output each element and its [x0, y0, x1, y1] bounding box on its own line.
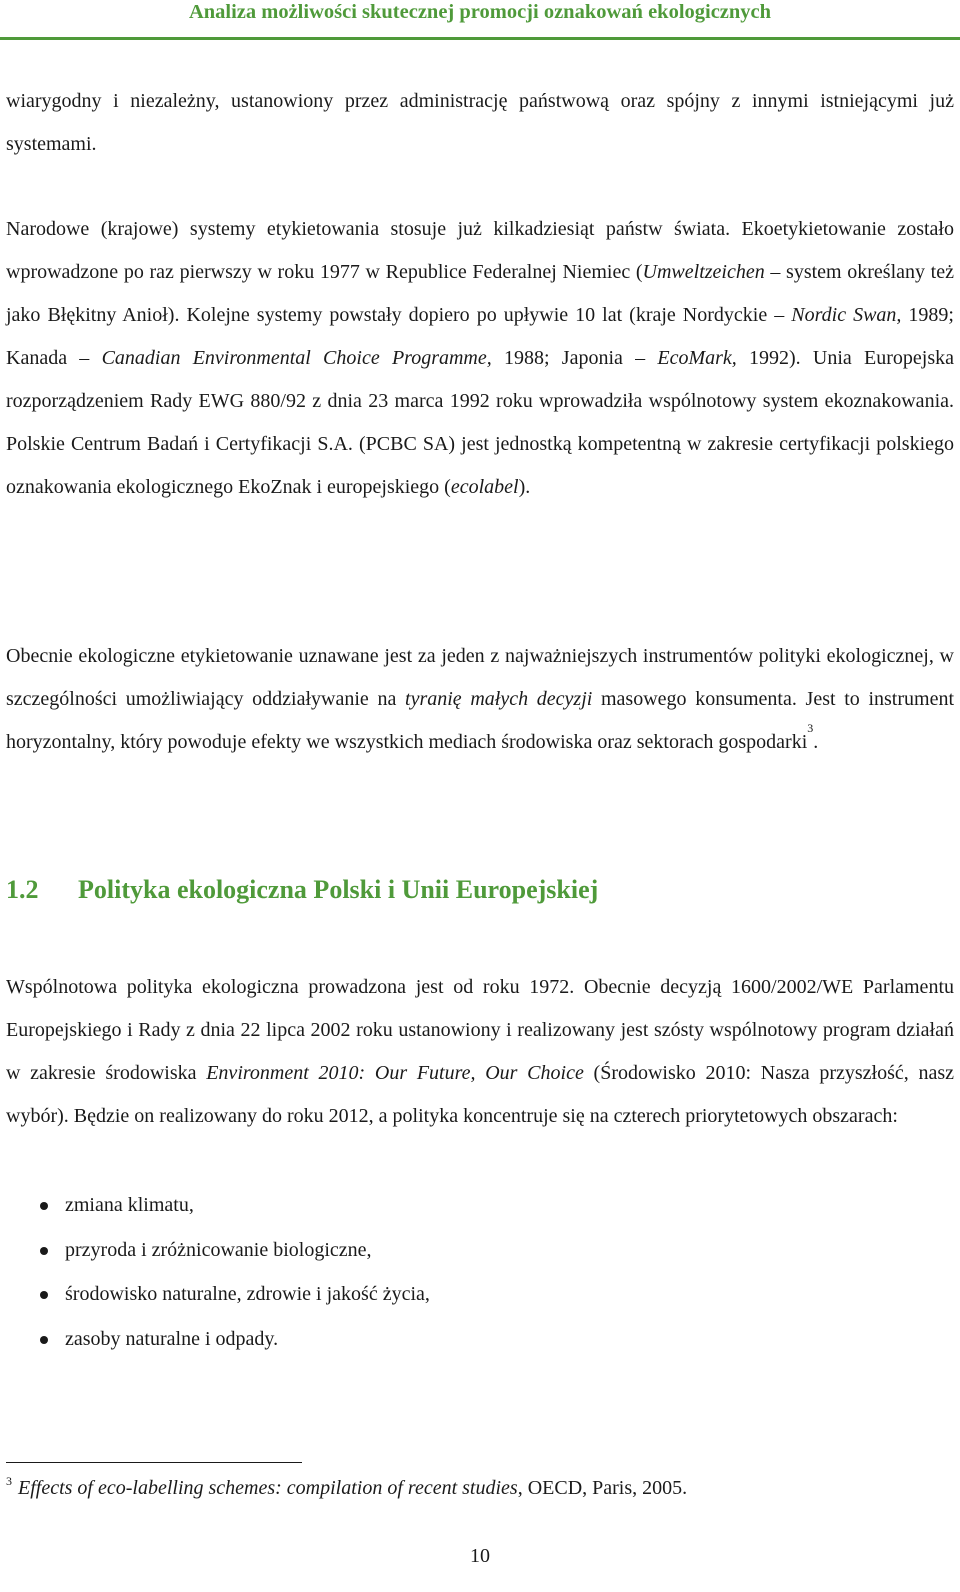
paragraph-4 [6, 966, 954, 1138]
list-item-text: zmiana klimatu, [65, 1194, 194, 1216]
footnote-rule [6, 1462, 302, 1463]
footnote-rest: , OECD, Paris, 2005. [517, 1477, 688, 1499]
text-span: 1992). Unia Europejska rozporządzeniem Rady EWG 880/92 z dnia 23 marca 1992 roku wprowadziła wspólnotowy system ekoznakowania. Polskie Centrum Badań i Certyfikacji S.A. (PCBC SA) jest jednostką kompetentną w zakresie certyfikacji polskiego oznakowania ekologicznego EkoZnak i europejskiego ( [6, 347, 955, 498]
page-number: 10 [470, 1545, 490, 1567]
paragraph-3 [6, 635, 954, 764]
text-span: Obecnie ekologiczne etykietowanie uznawane jest za jeden z najważniejszych instrumentów polityki ekologicznej, w szczególności umożliwiający oddziaływanie na [6, 645, 954, 710]
italic-term: tyranię małych decyzji [405, 688, 593, 710]
footnote [6, 1474, 687, 1502]
italic-term: Canadian Environmental Choice Programme, [101, 347, 492, 369]
paragraph-3-text [6, 635, 954, 764]
text-span: 1989; Kanada – [6, 304, 954, 369]
text-span: – system określany też jako Błękitny Anioł). Kolejne systemy powstały dopiero po upływie 10 lat (kraje Nordyckie – [6, 261, 954, 326]
header-rule [0, 37, 960, 40]
footnote-mark: 3 [6, 1474, 12, 1488]
text-span: 1988; Japonia – [491, 347, 658, 369]
bullet-icon [40, 1202, 48, 1210]
text-span: ). [518, 476, 531, 498]
paragraph-2-text [6, 208, 954, 509]
text-span: . [813, 731, 819, 753]
bullet-icon [40, 1291, 48, 1299]
priority-list [40, 1183, 430, 1361]
italic-term: EcoMark, [657, 347, 737, 369]
paragraph-1-text: wiarygodny i niezależny, ustanowiony przez administrację państwową oraz spójny z innymi istniejącymi już systemami. [6, 90, 954, 155]
paragraph-4-text [6, 966, 954, 1138]
footnote-title: Effects of eco-labelling schemes: compilation of recent studies [18, 1477, 518, 1499]
bullet-icon [40, 1247, 48, 1255]
italic-term: Umweltzeichen [642, 261, 765, 283]
paragraph-2 [6, 208, 954, 509]
bullet-icon [40, 1336, 48, 1344]
list-item [40, 1317, 430, 1362]
text-span: masowego konsumenta. Jest to instrument horyzontalny, który powoduje efekty we wszystkich mediach środowiska oraz sektorach gospodarki [6, 688, 954, 753]
running-header: Analiza możliwości skutecznej promocji oznakowań ekologicznych [188, 1, 772, 23]
text-span: Wspólnotowa polityka ekologiczna prowadzona jest od roku 1972. Obecnie decyzją 1600/2002/WE Parlamentu Europejskiego i Rady z dnia 22 lipca 2002 roku ustanowiony i realizowany jest szósty wspólnotowy program działań w zakresie środowiska [6, 976, 954, 1084]
list-item-text: przyroda i zróżnicowanie biologiczne, [65, 1238, 372, 1261]
italic-term: Environment 2010: Our Future, Our Choice [206, 1062, 584, 1084]
italic-term: Nordic Swan, [791, 304, 902, 326]
list-item [40, 1272, 430, 1317]
text-span: Narodowe (krajowe) systemy etykietowania stosuje już kilkadziesiąt państw świata. Ekoetykietowanie zostało wprowadzone po raz pierwszy w roku 1977 w Republice Federalnej Niemiec ( [6, 218, 954, 283]
section-number: 1.2 [6, 875, 39, 904]
text-span: (Środowisko 2010: Nasza przyszłość, nasz wybór). Będzie on realizowany do roku 2012, a polityka koncentruje się na czterech priorytetowych obszarach: [6, 1062, 955, 1127]
list-item-text: środowisko naturalne, zdrowie i jakość życia, [65, 1283, 430, 1305]
list-item-text: zasoby naturalne i odpady. [65, 1327, 279, 1350]
section-title: Polityka ekologiczna Polski i Unii Europejskiej [78, 875, 599, 904]
section-heading [6, 875, 598, 905]
footnote-ref: 3 [807, 721, 814, 735]
list-item [40, 1228, 430, 1273]
italic-term: ecolabel [450, 476, 519, 498]
paragraph-1 [6, 80, 954, 166]
list-item [40, 1183, 430, 1228]
